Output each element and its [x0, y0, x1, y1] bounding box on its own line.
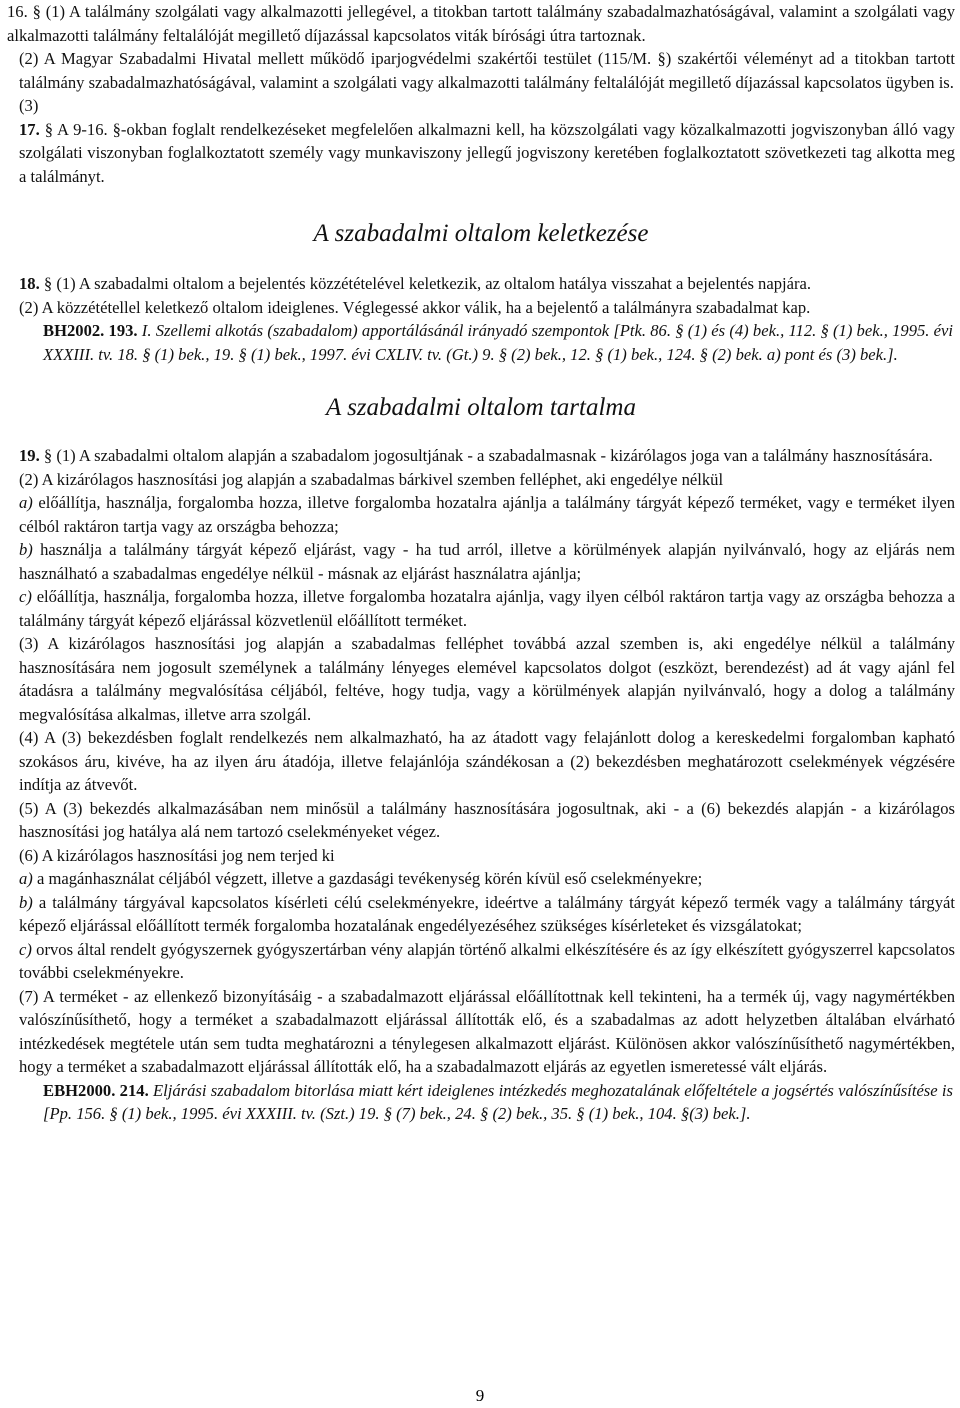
paragraph-18-1 [7, 272, 955, 296]
paragraph-19-6 [7, 844, 955, 868]
paragraph-19-5 [7, 797, 955, 844]
paragraph-18-1-text: § (1) A szabadalmi oltalom a bejelentés közzétételével keletkezik, az oltalom hatálya visszahat a bejelentés napjára. [39, 274, 812, 293]
paragraph-19-6-c-text: orvos által rendelt gyógyszernek gyógyszertárban vény alapján történő alkalmi elkészítésére és az így elkészített gyógyszerrel kapcsolatos további cselekményekre. [19, 939, 955, 982]
paragraph-16-2 [7, 47, 955, 94]
paragraph-19-2-c-text: előállítja, használja, forgalomba hozza, illetve forgalomba hozatalra ajánlja, vagy ilyen célból raktáron tartja vagy az országba behozza a találmány tárgyát képező eljárással közvetlenül előállított terméket. [19, 587, 955, 630]
paragraph-19-2-b [7, 538, 955, 585]
paragraph-17 [7, 118, 955, 189]
paragraph-19-7 [7, 985, 955, 1079]
paragraph-19-2-a-text: előállítja, használja, forgalomba hozza, illetve forgalomba hozatalra ajánlja a találmány tárgyát képező terméket, vagy e terméket ilyen célból raktáron tartja vagy az országba behozza; [19, 493, 955, 536]
case-reference-ebh2000-text: Eljárási szabadalom bitorlása miatt kért ideiglenes intézkedés meghozatalának előfeltétele a jogsértés valószínűsítése is [Pp. 156. § (1) bek., 1995. évi XXXIII. tv. (Szt.) 19. § (7) bek., 24. § (2) bek., 35. § (1) bek., 104. §(3) bek.]. [43, 1080, 953, 1123]
case-reference-bh2002-text: I. Szellemi alkotás (szabadalom) apportálásánál irányadó szempontok [Ptk. 86. § (1) és (4) bek., 112. § (1) bek., 1995. évi XXXIII. tv. 18. § (1) bek., 19. § (1) bek., 1997. évi CXLIV. tv. (Gt.) 9. § (2) bek., 12. § (1) bek., 124. § (2) bek. a) pont és (3) bek.]. [43, 321, 953, 364]
paragraph-19-2-c [7, 585, 955, 632]
paragraph-19-1-text: § (1) A szabadalmi oltalom alapján a szabadalom jogosultjának - a szabadalmasnak - kizárólagos joga van a találmány hasznosítására. [39, 446, 933, 465]
paragraph-18-2 [7, 296, 955, 320]
point-label-b: b) [19, 540, 33, 559]
paragraph-19-2 [7, 468, 955, 492]
paragraph-19-1 [7, 444, 955, 468]
paragraph-19-6-c [7, 938, 955, 985]
page-number: 9 [475, 1386, 485, 1405]
section-number-18: 18. [19, 274, 40, 293]
paragraph-19-4 [7, 726, 955, 797]
paragraph-19-6-a-text: a magánhasználat céljából végzett, illetve a gazdasági tevékenység körén kívül eső cselekményekre; [32, 869, 703, 888]
section-number-17: 17. [19, 119, 40, 139]
paragraph-19-7-text: (7) A terméket - az ellenkező bizonyításáig - a szabadalmazott eljárással előállítottnak kell tekinteni, ha a termék új, vagy nagymértékben valószínűsíthető, hogy a terméket a szabadalmazott eljárással állították elő, és a szabadalmas az adott helyzetben általában elvárható intézkedések megtétele után sem tudta meghatározni a ténylegesen alkalmazott eljárást. Különösen akkor valószínűsíthető nagymértékben, hogy a terméket a szabadalmazott eljárással állították elő, ha a szabadalmazott eljárás az egyetlen ismeretessé vált eljárás. [19, 986, 955, 1076]
paragraph-19-6-text: (6) A kizárólagos hasznosítási jog nem terjed ki [19, 845, 335, 865]
point-label-a: a) [19, 493, 33, 512]
paragraph-16-3-text: (3) [19, 96, 39, 115]
point-label-c: c) [19, 939, 32, 959]
case-reference-ebh2000-id: EBH2000. 214. [43, 1080, 149, 1100]
paragraph-19-3 [7, 632, 955, 726]
section-heading-tartalma: A szabadalmi oltalom tartalma [326, 394, 636, 421]
case-reference-ebh2000 [7, 1079, 955, 1126]
point-label-b: b) [19, 892, 33, 912]
paragraph-16-1 [7, 0, 955, 47]
paragraph-19-6-b-text: a találmány tárgyával kapcsolatos kísérleti célú cselekményekre, ideértve a találmány tárgyát képező termék vagy a találmány tárgyát képező eljárással előállított termék forgalomba hozatalának engedélyezéséhez szükséges kísérleteket és vizsgálatokat; [19, 892, 955, 935]
paragraph-19-6-b [7, 891, 955, 938]
paragraph-19-2-a [7, 491, 955, 538]
paragraph-19-5-text: (5) A (3) bekezdés alkalmazásában nem minősül a találmány hasznosítására jogosultnak, aki - a (6) bekezdés alapján - a kizárólagos hasznosítási jog hatálya alá nem tartozó cselekményeket végez. [19, 798, 955, 841]
paragraph-19-6-a [7, 867, 955, 891]
paragraph-16-3 [7, 94, 955, 118]
case-reference-bh2002-id: BH2002. 193. [43, 321, 138, 340]
point-label-c: c) [19, 587, 32, 606]
case-reference-bh2002 [7, 319, 955, 366]
paragraph-19-2-text: (2) A kizárólagos hasznosítási jog alapján a szabadalmas bárkivel szemben felléphet, aki engedélye nélkül [19, 469, 724, 489]
paragraph-19-2-b-text: használja a találmány tárgyát képező eljárást, vagy - ha tud arról, illetve a körülmények alapján nyilvánvaló, hogy az eljárás nem használható a szabadalmas engedélye nélkül - másnak az eljárást használatra ajánlja; [19, 540, 955, 583]
paragraph-16-1-text: 16. § (1) A találmány szolgálati vagy alkalmazotti jellegével, a titokban tartott találmány szabadalmazhatóságával, valamint a szolgálati vagy alkalmazotti találmány feltalálóját megillető díjazással kapcsolatos viták bírósági útra tartoznak. [7, 2, 955, 45]
paragraph-19-4-text: (4) A (3) bekezdésben foglalt rendelkezés nem alkalmazható, ha az átadott vagy felajánlott dolog a kereskedelmi forgalomban kapható szokásos áru, kivéve, ha az ilyen áru átadója, illetve felajánlója szándékosan a (2) bekezdésben meghatározott cselekmények végzésére indítja az átvevőt. [19, 728, 955, 794]
section-heading-keletkezese: A szabadalmi oltalom keletkezése [313, 220, 649, 247]
document-page [7, 0, 955, 1126]
paragraph-19-3-text: (3) A kizárólagos hasznosítási jog alapján a szabadalmas felléphet továbbá azzal szemben is, aki engedélye nélkül a találmány hasznosítására nem jogosult személynek a találmány lényeges elemével kapcsolatos dolgot (eszközt, berendezést) ad át vagy ajánl fel átadásra a találmány megvalósítása céljából, feltéve, hogy tudja, vagy a körülmények alapján nyilvánvaló, hogy a dolog a találmány megvalósítása alkalmas, illetve arra szolgál. [19, 634, 955, 724]
paragraph-18-2-text: (2) A közzététellel keletkező oltalom ideiglenes. Véglegessé akkor válik, ha a bejelentő a találmányra szabadalmat kap. [19, 297, 811, 317]
section-number-19: 19. [19, 446, 40, 465]
paragraph-16-2-text: (2) A Magyar Szabadalmi Hivatal mellett működő iparjogvédelmi szakértői testület (115/M. §) szakértői véleményt ad a titokban tartott találmány szabadalmazhatóságával, valamint a szolgálati vagy alkalmazotti találmány feltalálóját megillető díjazással kapcsolatos ügyben is. [19, 49, 955, 92]
paragraph-17-text: § A 9-16. §-okban foglalt rendelkezéseket megfelelően alkalmazni kell, ha közszolgálati vagy közalkalmazotti jogviszonyban álló vagy szolgálati viszonyban foglalkoztatott személy vagy munkaviszony jellegű jogviszony keretében foglalkoztatott szövetkezeti tag alkotta meg a találmányt. [19, 119, 955, 186]
point-label-a: a) [19, 869, 33, 888]
